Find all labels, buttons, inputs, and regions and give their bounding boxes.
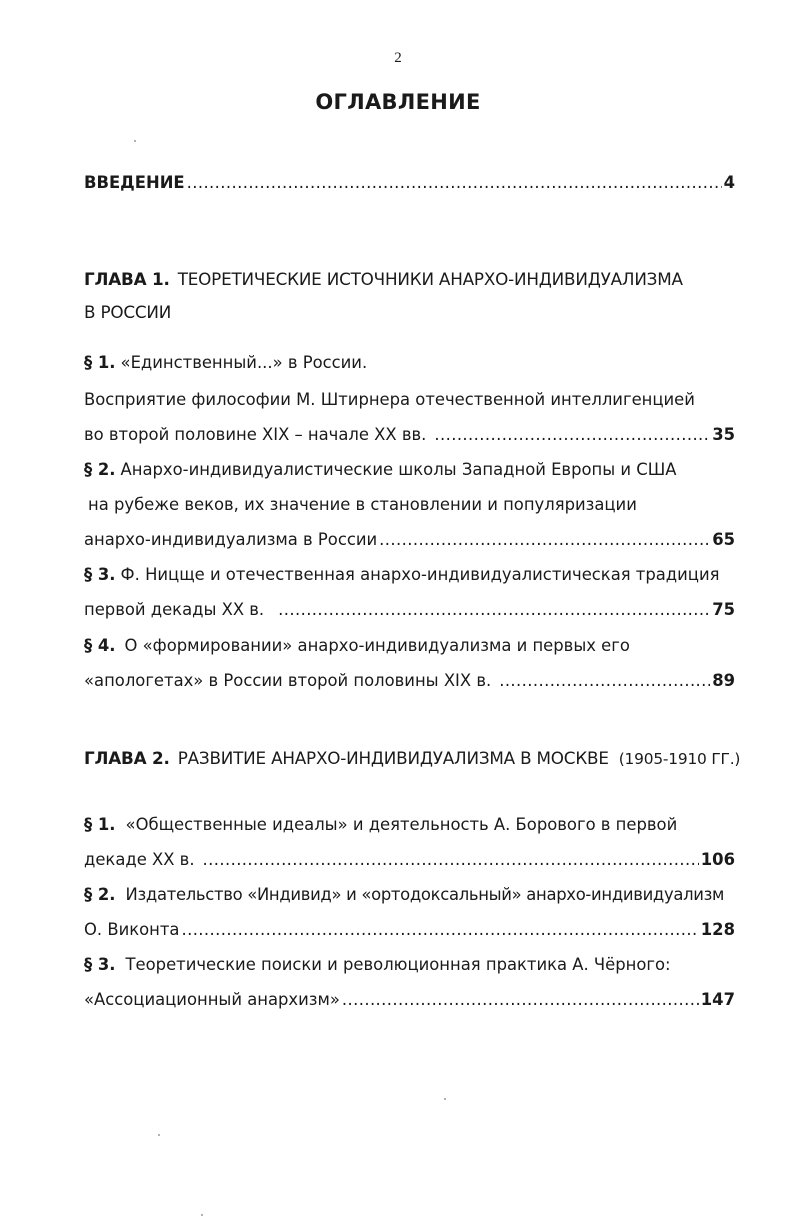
section-2-3-end[interactable] xyxy=(84,987,735,1013)
section-text: Теоретические поиски и революционная практика А. Чёрного: xyxy=(125,955,671,974)
page-ref: 128 xyxy=(700,920,735,939)
section-text: «Единственный...» в России. xyxy=(120,353,368,372)
chapter-1-heading xyxy=(84,266,735,292)
page-number: 2 xyxy=(394,50,402,66)
section-number: § 3. xyxy=(84,955,116,974)
chapter-number: ГЛАВА 1. xyxy=(84,269,170,289)
page-ref: 75 xyxy=(712,600,735,619)
toc-entry-intro[interactable] xyxy=(84,170,735,196)
section-number: § 2. xyxy=(84,460,116,479)
page-ref: 89 xyxy=(712,671,735,690)
section-text: Восприятие философии М. Штирнера отечественной интеллигенцией xyxy=(84,390,695,409)
chapter-title-cont: В РОССИИ xyxy=(84,302,172,322)
dot-leader xyxy=(203,847,699,873)
page-ref: 147 xyxy=(700,990,735,1009)
chapter-2-heading xyxy=(84,745,741,771)
section-text: «Ассоциационный анархизм» xyxy=(84,990,340,1009)
section-1-2-cont xyxy=(88,492,739,518)
section-text: Издательство «Индивид» и «ортодоксальный» анархо-индивидуализм xyxy=(125,885,725,904)
dot-leader xyxy=(379,527,710,553)
dot-leader xyxy=(181,917,698,943)
section-1-1-end[interactable] xyxy=(84,422,735,448)
section-1-2-end[interactable] xyxy=(84,527,735,553)
section-text: декаде XX в. xyxy=(84,850,195,869)
page-ref: 4 xyxy=(723,173,735,192)
section-1-3[interactable] xyxy=(84,562,735,588)
section-text: анархо-индивидуализма в России xyxy=(84,530,378,549)
section-number: § 2. xyxy=(84,885,116,904)
scan-speck xyxy=(134,140,136,142)
chapter-years: (1905-1910 ГГ.) xyxy=(618,750,741,768)
dot-leader xyxy=(278,597,710,623)
chapter-title: РАЗВИТИЕ АНАРХО-ИНДИВИДУАЛИЗМА В МОСКВЕ xyxy=(177,748,609,768)
section-text: Ф. Ницще и отечественная анархо-индивидуалистическая традиция xyxy=(120,565,720,584)
section-number: § 4. xyxy=(84,636,116,655)
section-text: О. Виконта xyxy=(84,920,180,939)
scan-speck xyxy=(444,1098,446,1100)
section-number: § 1. xyxy=(84,353,116,372)
dot-leader xyxy=(499,668,710,694)
section-number: § 3. xyxy=(84,565,116,584)
section-number: § 1. xyxy=(84,815,116,834)
section-text: О «формировании» анархо-индивидуализма и первых его xyxy=(124,636,630,655)
chapter-1-heading-cont xyxy=(84,299,735,325)
scan-speck xyxy=(201,1214,203,1216)
chapter-number: ГЛАВА 2. xyxy=(84,748,170,768)
section-text: первой декады XX в. xyxy=(84,600,265,619)
section-2-3[interactable] xyxy=(84,952,735,978)
section-text: во второй половине XIX – начале XX вв. xyxy=(84,425,427,444)
section-2-1[interactable] xyxy=(84,812,735,838)
section-text: Анархо-индивидуалистические школы Западной Европы и США xyxy=(120,460,677,479)
section-1-2[interactable] xyxy=(84,457,735,483)
section-1-4-end[interactable] xyxy=(84,668,735,694)
section-text: «Общественные идеалы» и деятельность А. Борового в первой xyxy=(125,815,678,834)
section-1-3-end[interactable] xyxy=(84,597,735,623)
dot-leader xyxy=(434,422,710,448)
page-ref: 65 xyxy=(712,530,735,549)
section-text: «апологетах» в России второй половины XIX в. xyxy=(84,671,492,690)
dot-leader xyxy=(187,170,722,196)
section-1-4[interactable] xyxy=(84,633,735,659)
chapter-title: ТЕОРЕТИЧЕСКИЕ ИСТОЧНИКИ АНАРХО-ИНДИВИДУАЛИЗМА xyxy=(177,269,683,289)
page-ref: 106 xyxy=(700,850,735,869)
scan-speck xyxy=(158,1134,160,1136)
page-ref: 35 xyxy=(712,425,735,444)
toc-title: ОГЛАВЛЕНИЕ xyxy=(315,90,481,114)
intro-label: ВВЕДЕНИЕ xyxy=(84,173,185,192)
section-2-2[interactable] xyxy=(84,882,735,908)
section-1-1[interactable] xyxy=(84,350,735,376)
section-1-1-cont xyxy=(84,387,735,413)
section-text: на рубеже веков, их значение в становлении и популяризации xyxy=(88,495,637,514)
section-2-1-end[interactable] xyxy=(84,847,735,873)
dot-leader xyxy=(342,987,699,1013)
section-2-2-end[interactable] xyxy=(84,917,735,943)
